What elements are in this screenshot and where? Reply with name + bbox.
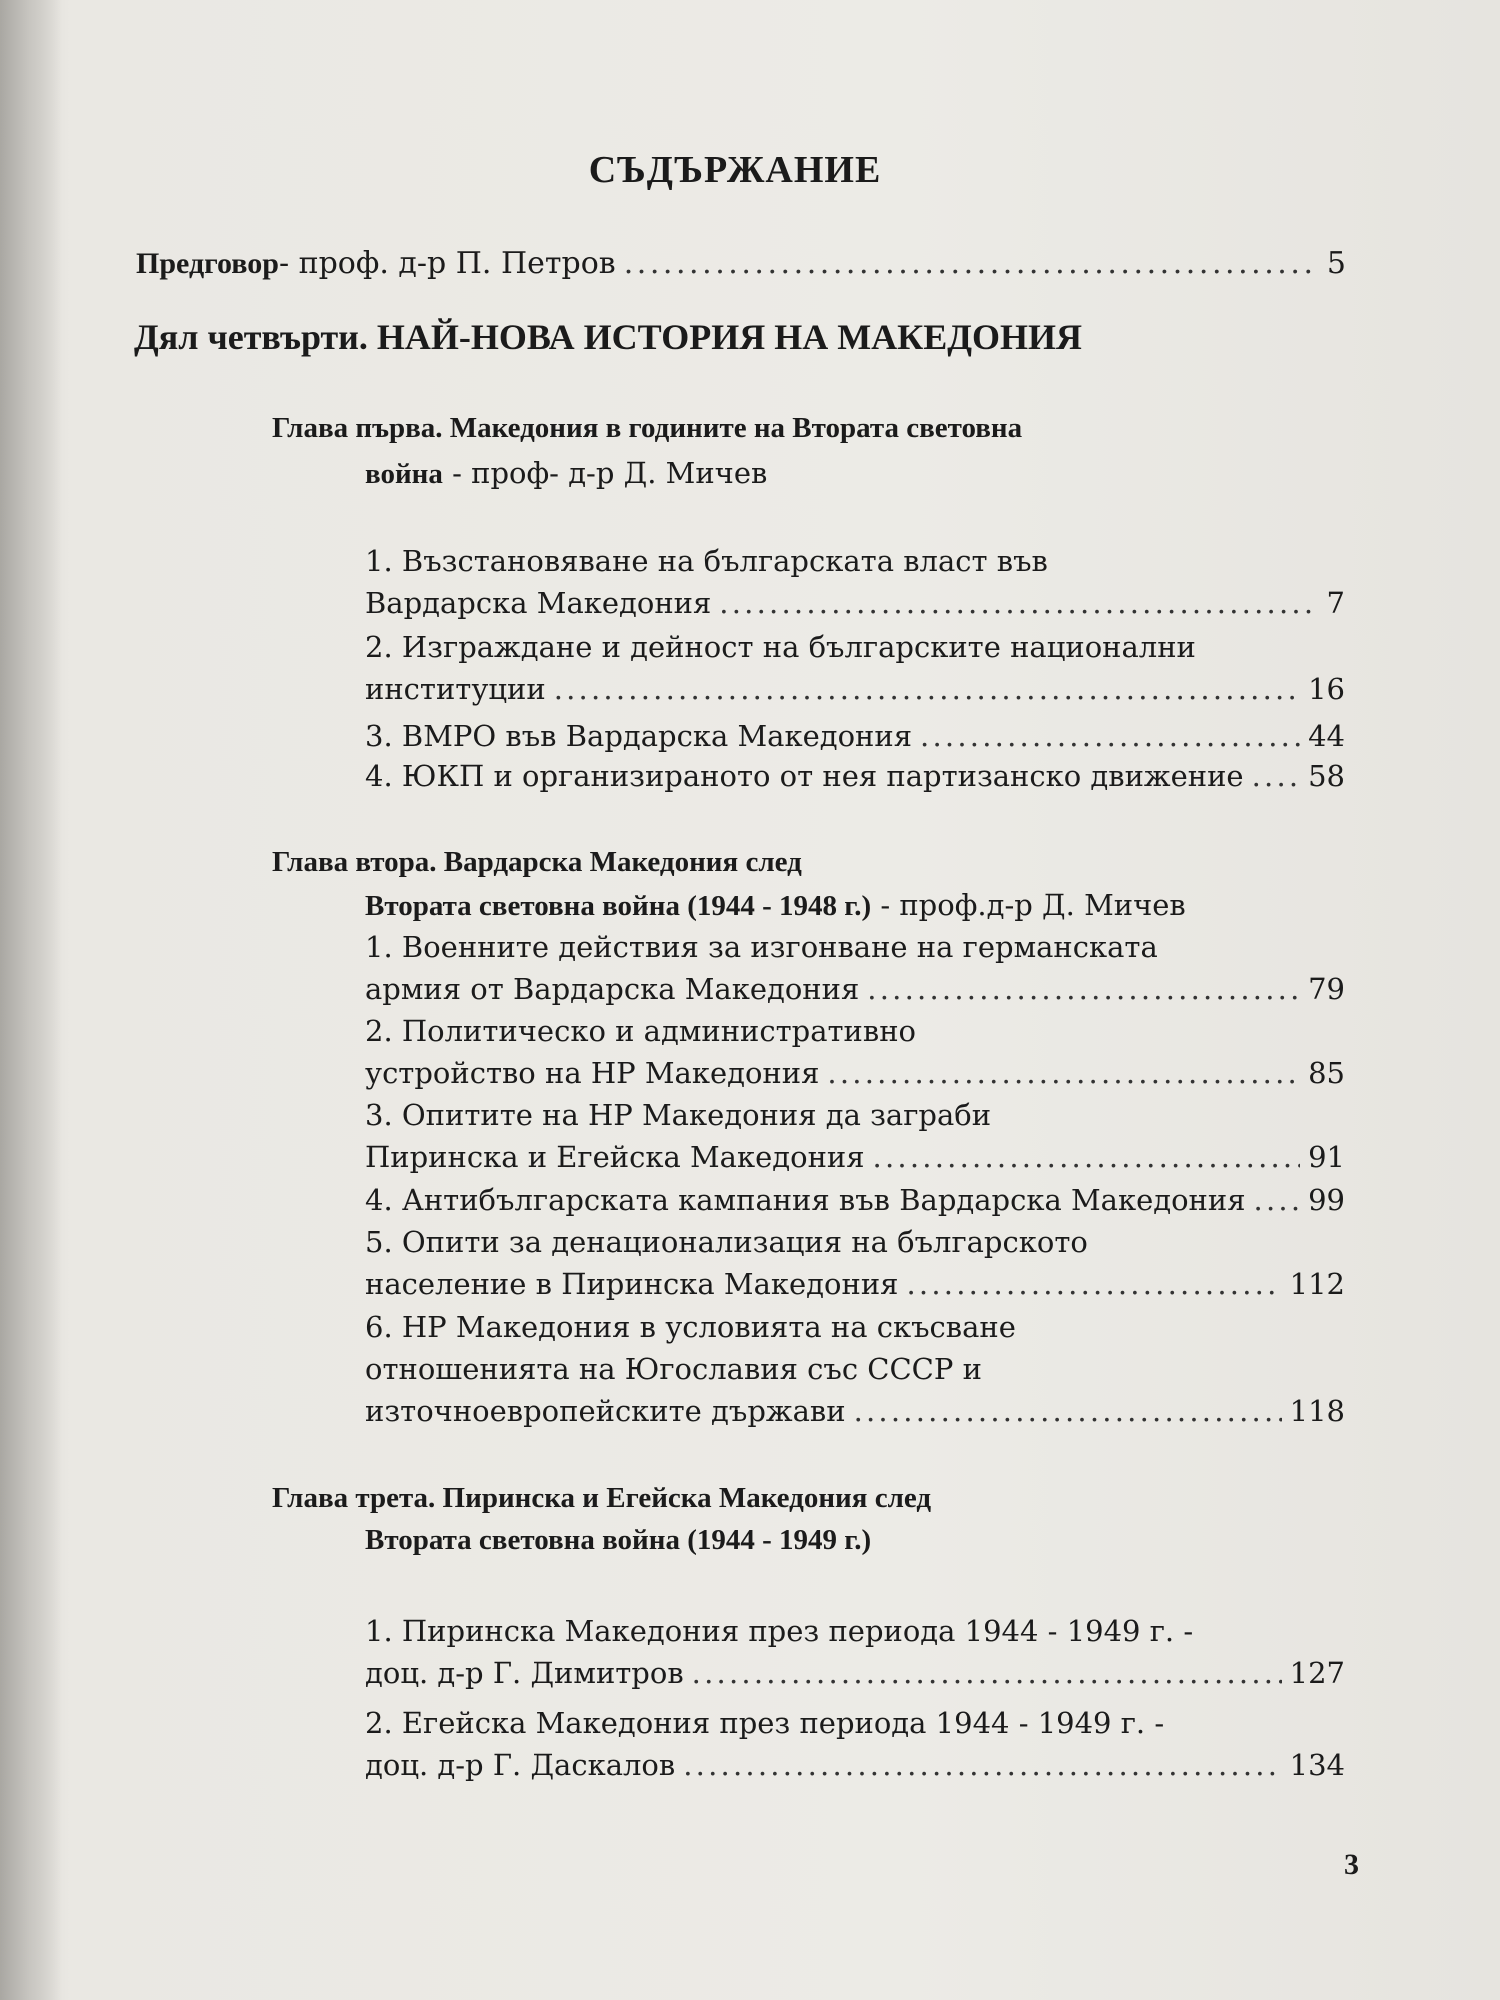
chapter-heading-1-line2 <box>365 456 767 491</box>
page-number: 3 <box>1344 1848 1359 1881</box>
page-ref: 99 <box>1308 1183 1345 1217</box>
leader-dots <box>554 668 1300 710</box>
chapter-1-title-end: война <box>365 458 443 490</box>
entry-title: 3. ВМРО във Вардарска Македония <box>365 719 913 753</box>
page-ref: 91 <box>1308 1140 1345 1174</box>
toc-entry <box>365 1610 1345 1694</box>
toc-entry-preface <box>136 246 1346 281</box>
entry-title-cont: Вардарска Македония <box>365 586 712 620</box>
entry-title-cont: устройство на НР Македония <box>365 1056 820 1090</box>
entry-title: 1. Военните действия за изгонване на германската <box>365 930 1158 964</box>
leader-dots <box>867 968 1300 1010</box>
page-ref: 16 <box>1308 672 1345 706</box>
toc-entry <box>365 1094 1345 1178</box>
toc-entry <box>365 540 1345 624</box>
entry-title-cont: доц. д-р Г. Димитров <box>365 1656 684 1690</box>
entry-title: 6. НР Македония в условията на скъсване <box>365 1310 1016 1344</box>
entry-title-cont: Пиринска и Егейска Македония <box>365 1140 865 1174</box>
page-ref: 58 <box>1308 759 1345 793</box>
toc-entry <box>365 926 1345 1010</box>
page-ref: 44 <box>1308 719 1345 753</box>
leader-dots <box>1254 1179 1301 1221</box>
page-title: СЪДЪРЖАНИЕ <box>588 149 882 191</box>
page-ref: 118 <box>1289 1394 1345 1428</box>
page-ref: 79 <box>1308 972 1345 1006</box>
entry-title: 5. Опити за денационализация на българското <box>365 1225 1088 1259</box>
toc-entry <box>365 626 1345 710</box>
entry-title-cont: отношенията на Югославия със СССР и <box>365 1352 982 1386</box>
part-title: НАЙ-НОВА ИСТОРИЯ НА МАКЕДОНИЯ <box>367 317 1083 357</box>
chapter-heading-3-line2: Втората световна война (1944 - 1949 г.) <box>365 1524 872 1556</box>
entry-title-cont: източноевропейските държави <box>365 1394 846 1428</box>
page-ref: 112 <box>1289 1267 1345 1301</box>
part-label: Дял четвърти. <box>134 317 368 357</box>
leader-dots <box>873 1136 1301 1178</box>
entry-title-cont: армия от Вардарска Македония <box>365 972 860 1006</box>
entry-title: 1. Възстановяване на българската власт във <box>365 544 1048 578</box>
entry-title: 3. Опитите на НР Македония да заграби <box>365 1098 992 1132</box>
leader-dots <box>906 1263 1281 1305</box>
book-binding <box>0 0 62 2000</box>
entry-title: 2. Политическо и административно <box>365 1014 916 1048</box>
chapter-heading-3: Глава трета. Пиринска и Егейска Македония след <box>272 1482 931 1514</box>
chapter-1-author: - проф- д-р Д. Мичев <box>442 456 768 490</box>
toc-entry <box>365 755 1345 797</box>
leader-dots <box>683 1744 1281 1786</box>
preface-author: - проф. д-р П. Петров <box>278 246 616 281</box>
toc-entry <box>365 1010 1345 1094</box>
entry-title: 4. ЮКП и организираното от нея партизанско движение <box>365 759 1244 793</box>
toc-entry <box>365 1702 1345 1786</box>
entry-title: 1. Пиринска Македония през периода 1944 - 1949 г. - <box>365 1614 1194 1648</box>
page-ref: 5 <box>1326 246 1346 281</box>
entry-title-cont: институции <box>365 672 546 706</box>
leader-dots <box>1252 755 1300 797</box>
page-ref: 134 <box>1289 1748 1345 1782</box>
toc-entry <box>365 1306 1345 1432</box>
leader-dots <box>692 1652 1282 1694</box>
page-ref: 127 <box>1289 1656 1345 1690</box>
toc-entry <box>365 715 1345 757</box>
leader-dots <box>920 715 1300 757</box>
chapter-heading-1: Глава първа. Македония в годините на Втората световна <box>272 412 1023 444</box>
toc-entry <box>365 1179 1345 1221</box>
entry-title-cont: население в Пиринска Македония <box>365 1267 899 1301</box>
entry-title: 4. Антибългарската кампания във Вардарска Македония <box>365 1183 1246 1217</box>
preface-label: Предговор <box>136 247 279 280</box>
part-heading <box>134 316 1082 358</box>
page-ref: 85 <box>1308 1056 1345 1090</box>
chapter-heading-2-line2 <box>365 888 1186 923</box>
chapter-heading-2: Глава втора. Вардарска Македония след <box>272 846 802 878</box>
entry-title: 2. Егейска Македония през периода 1944 - 1949 г. - <box>365 1706 1165 1740</box>
leader-dots <box>624 246 1319 281</box>
page-ref: 7 <box>1326 586 1345 620</box>
chapter-2-title-end: Втората световна война (1944 - 1948 г.) <box>365 890 872 922</box>
leader-dots <box>719 582 1318 624</box>
toc-entry <box>365 1221 1345 1305</box>
entry-title: 2. Изграждане и дейност на българските национални <box>365 630 1196 664</box>
entry-title-cont: доц. д-р Г. Даскалов <box>365 1748 676 1782</box>
chapter-2-author: - проф.д-р Д. Мичев <box>871 888 1186 922</box>
leader-dots <box>827 1052 1300 1094</box>
leader-dots <box>854 1390 1282 1432</box>
